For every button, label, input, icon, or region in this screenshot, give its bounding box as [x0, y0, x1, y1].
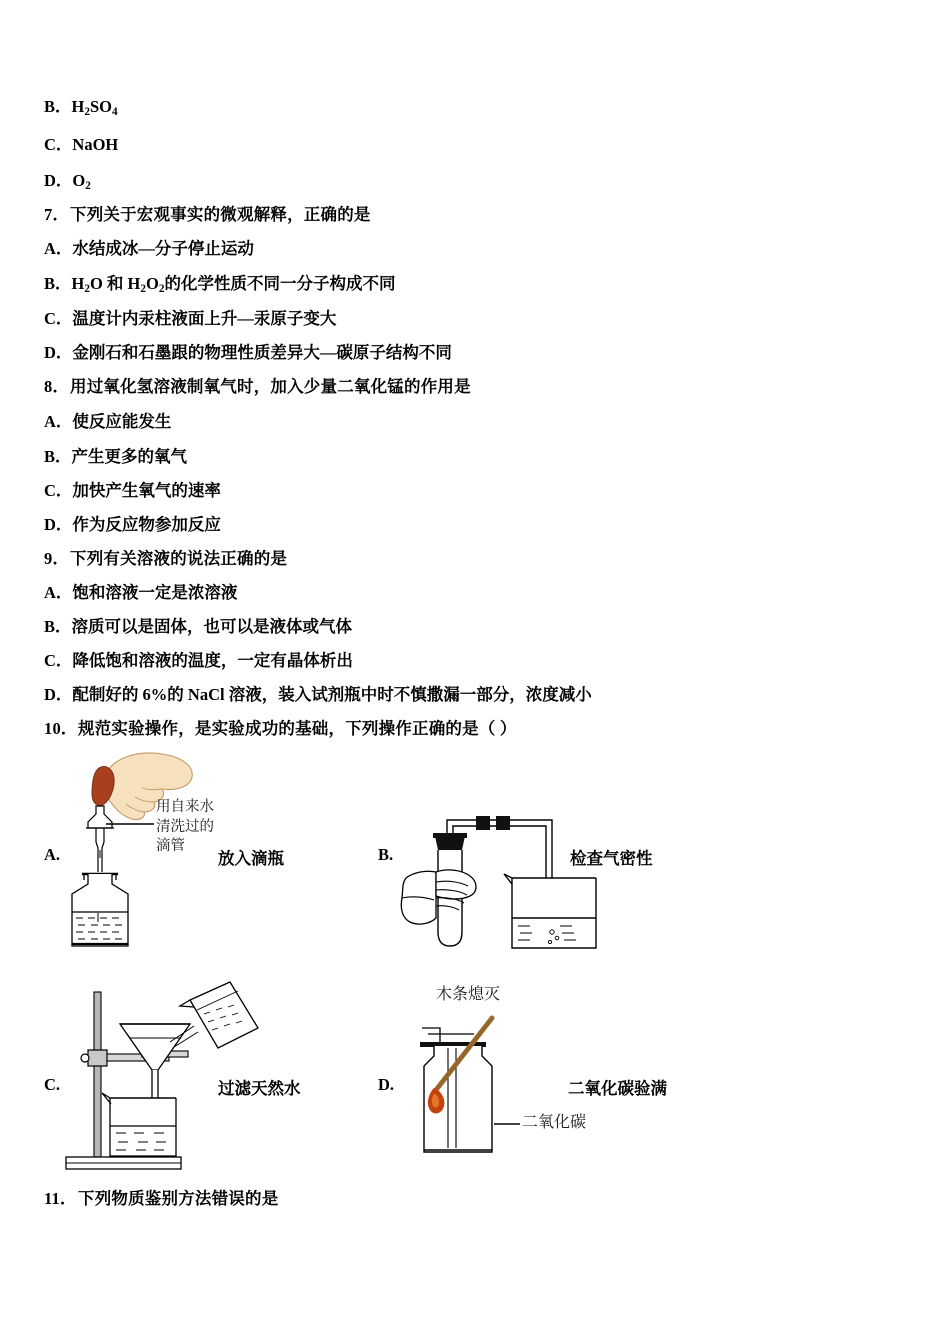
figure-option-a-letter: A. [44, 845, 61, 864]
option-letter: D． [44, 343, 73, 362]
option-letter: B． [44, 447, 72, 466]
option-line [44, 482, 221, 500]
dropper-annotation [156, 798, 214, 857]
option-text: $O_2$ [72, 171, 91, 192]
option-text: 降低饱和溶液的温度，一定有晶体析出 [72, 651, 353, 670]
beaker-icon [504, 874, 596, 948]
figure-option-a-caption: 放入滴瓶 [218, 849, 284, 868]
option-letter: A． [44, 239, 73, 258]
option-text: 加快产生氧气的速率 [72, 481, 221, 500]
pouring-beaker-icon [180, 982, 258, 1048]
option-text: NaOH [72, 135, 119, 154]
option-letter: D． [44, 685, 73, 704]
option-line [44, 584, 237, 602]
rubber-stopper-icon [433, 833, 467, 850]
option-text: 金刚石和石墨跟的物理性质差异大—碳原子结构不同 [72, 343, 452, 362]
figure-option-d-letter: D. [378, 1075, 395, 1094]
option-letter: B． [44, 274, 72, 293]
funnel-clamp-icon [81, 1050, 188, 1066]
option-text: 作为反应物参加反应 [72, 515, 221, 534]
figure-option-b-letter: B. [378, 845, 394, 864]
option-line [44, 516, 221, 534]
tube-clamp-icon [496, 816, 510, 830]
question-9 [44, 550, 287, 568]
option-line [44, 240, 254, 258]
splint-extinguished-label: 木条熄灭 [436, 986, 501, 1003]
option-letter: B． [44, 97, 72, 116]
option-line [44, 136, 118, 154]
figure-option-b [370, 740, 840, 950]
option-letter: A． [44, 412, 73, 431]
option-letter: B． [44, 617, 72, 636]
option-line [44, 413, 171, 431]
question-11 [44, 1190, 278, 1208]
question-number: 8． [44, 377, 70, 396]
airtightness-check-apparatus-icon [400, 800, 610, 960]
figure-option-c-caption: 过滤天然水 [218, 1079, 301, 1098]
option-letter: C． [44, 481, 73, 500]
question-number: 10． [44, 719, 78, 738]
question-text: 规范实验操作，是实验成功的基础，下列操作正确的是（ ） [78, 719, 517, 738]
question-text: 用过氧化氢溶液制氧气时，加入少量二氧化锰的作用是 [70, 377, 471, 396]
option-letter: C． [44, 309, 73, 328]
experiment-figure-grid [0, 740, 950, 1180]
option-line [44, 310, 336, 328]
option-letter: C． [44, 135, 73, 154]
figure-option-d-caption: 二氧化碳验满 [568, 1079, 667, 1098]
option-letter: D． [44, 171, 73, 190]
tube-clamp-icon [476, 816, 490, 830]
carbon-dioxide-label: 二氧化碳 [522, 1114, 587, 1131]
option-line [44, 686, 592, 704]
option-text: 饱和溶液一定是浓溶液 [72, 583, 238, 602]
question-number: 9． [44, 549, 70, 568]
glass-dropper-icon [86, 806, 114, 872]
option-line [44, 618, 352, 636]
option-letter: C． [44, 651, 73, 670]
question-7 [44, 206, 371, 224]
option-line [44, 448, 187, 466]
option-text: 溶质可以是固体，也可以是液体或气体 [71, 617, 353, 636]
dropper-annotation-line-1: 用自来水 [156, 799, 214, 815]
reagent-bottle-icon [72, 874, 128, 946]
question-number: 11． [44, 1189, 77, 1208]
question-text: 下列关于宏观事实的微观解释，正确的是 [70, 205, 371, 224]
figure-option-d [370, 980, 840, 1180]
dropper-annotation-line-3: 滴管 [156, 838, 185, 855]
question-number: 7． [44, 205, 70, 224]
question-text: 下列有关溶液的说法正确的是 [70, 549, 288, 568]
option-text: 水结成冰—分子停止运动 [72, 239, 254, 258]
option-text: 使反应能发生 [72, 412, 172, 431]
option-line [44, 172, 91, 192]
option-line [44, 98, 118, 118]
option-letter: A． [44, 583, 73, 602]
option-text: 产生更多的氧气 [71, 447, 188, 466]
dropper-annotation-line-2: 清洗过的 [156, 818, 214, 835]
figure-option-b-caption: 检查气密性 [570, 849, 653, 868]
question-8 [44, 378, 471, 396]
option-line [44, 275, 395, 295]
option-text: 配制好的 6%的 NaCl 溶液，装入试剂瓶中时不慎撒漏一部分，浓度减小 [72, 685, 592, 704]
option-line [44, 652, 353, 670]
question-text: 下列物质鉴别方法错误的是 [78, 1189, 279, 1208]
option-line [44, 344, 452, 362]
figure-option-c-letter: C. [44, 1075, 61, 1094]
option-text: 温度计内汞柱液面上升—汞原子变大 [72, 309, 337, 328]
receiving-beaker-icon [102, 1093, 176, 1156]
option-text: $H_2O$ 和 $H_2O_2$的化学性质不同一分子构成不同 [71, 274, 396, 295]
option-text: $H_2SO_4$ [71, 97, 118, 118]
question-10 [44, 720, 517, 738]
option-letter: D． [44, 515, 73, 534]
